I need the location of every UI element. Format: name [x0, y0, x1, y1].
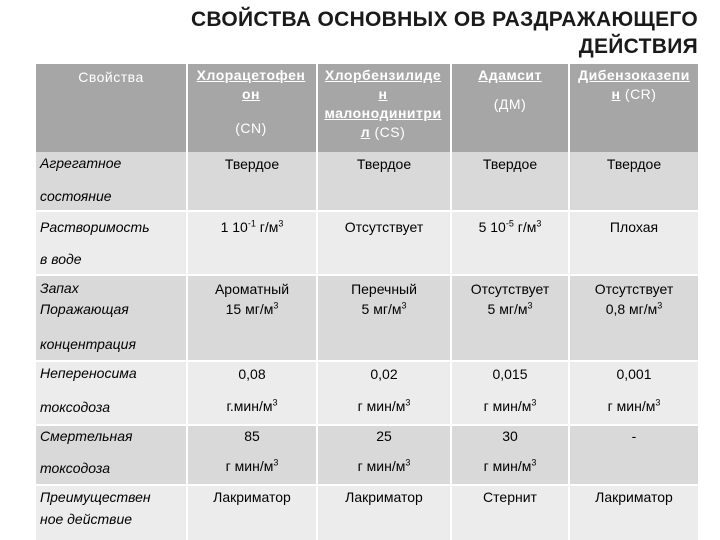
advantage-cn: Лакриматор	[213, 489, 291, 505]
header-cs-code: (CS)	[374, 124, 406, 140]
solubility-dm: 5 $10^{-5}$ $г/м^3$	[478, 218, 542, 235]
smell-cr: Отсутствует 0,8 $мг/м^3$	[594, 281, 674, 317]
state-cr: Твердое	[606, 156, 662, 172]
state-cs: Твердое	[356, 156, 412, 172]
solubility-cn: 1 $10^{-1}$ $г/м^3$	[220, 218, 284, 235]
slide-title: СВОЙСТВА ОСНОВНЫХ ОВ РАЗДРАЖАЮЩЕГО ДЕЙСТВИЯ	[190, 8, 698, 58]
header-cs-name-b: н	[378, 86, 388, 102]
header-dm	[452, 66, 568, 154]
row-label-advantage-b: ное действие	[40, 511, 133, 527]
solubility-cs: Отсутствует	[344, 219, 424, 235]
intolerable-cr: 0,001 г мин/$м^3$	[607, 366, 661, 414]
row-label-solubility-a: Растворимость	[40, 219, 150, 235]
header-property: Свойства	[78, 69, 144, 85]
lethal-cr: -	[631, 428, 637, 444]
header-dm-name: Адамсит	[478, 67, 542, 83]
table-header	[36, 64, 698, 152]
row-label-smell-c: концентрация	[40, 336, 136, 352]
header-cn-name-a: Хлорацетофен	[196, 67, 306, 83]
row-divider	[36, 274, 698, 276]
row-label-lethal-a: Смертельная	[40, 428, 133, 444]
intolerable-cs: 0,02 г мин/$м^3$	[357, 366, 411, 414]
header-cr-name-a: Дибензоказепи	[578, 67, 690, 83]
header-dm-code: (ДМ)	[493, 96, 527, 112]
row-label-intolerable-b: токсодоза	[40, 399, 111, 415]
advantage-cr: Лакриматор	[595, 489, 673, 505]
header-cr	[570, 66, 698, 154]
row-divider	[36, 484, 698, 486]
row-label-state-a: Агрегатное	[40, 155, 122, 171]
header-cr-code: (CR)	[624, 86, 657, 102]
header-cs	[316, 66, 450, 154]
row-label-lethal-b: токсодоза	[40, 460, 111, 476]
row-divider	[36, 424, 698, 426]
intolerable-cn: 0,08 $г.мин/м^3$	[226, 366, 278, 414]
row-label-intolerable-a: Непереносима	[40, 365, 137, 381]
header-cn-name-b: он	[241, 86, 260, 102]
intolerable-dm: 0,015 г мин/$м^3$	[483, 366, 537, 414]
row-label-advantage-a: Преимуществен	[40, 489, 151, 505]
smell-cn: Ароматный 15 $мг/м^3$	[214, 281, 290, 317]
header-cs-name-c: малонодинитри	[324, 105, 442, 121]
row-label-state-b: состояние	[40, 188, 112, 204]
header-cs-name-d: л	[360, 124, 371, 140]
lethal-dm: 30 г мин/$м^3$	[483, 428, 537, 474]
advantage-cs: Лакриматор	[345, 489, 423, 505]
smell-cs: Перечный 5 $мг/м^3$	[351, 281, 417, 317]
row-label-smell-b: Поражающая	[40, 301, 129, 317]
smell-dm: Отсутствует 5 $мг/м^3$	[470, 281, 550, 317]
lethal-cs: 25 г мин/$м^3$	[357, 428, 411, 474]
header-cs-name-a: Хлорбензилиде	[324, 67, 442, 83]
header-cn	[188, 66, 314, 154]
row-label-solubility-b: в воде	[40, 251, 82, 267]
lethal-cn: 85 г мин/$м^3$	[225, 428, 279, 474]
row-divider	[36, 210, 698, 212]
solubility-cr: Плохая	[609, 219, 659, 235]
advantage-dm: Стернит	[483, 489, 537, 505]
row-label-smell-a: Запах	[40, 280, 79, 296]
state-dm: Твердое	[482, 156, 538, 172]
row-divider	[36, 360, 698, 362]
header-cn-code: (CN)	[235, 120, 267, 136]
state-cn: Твердое	[224, 156, 280, 172]
header-cr-name-b: н	[611, 86, 621, 102]
